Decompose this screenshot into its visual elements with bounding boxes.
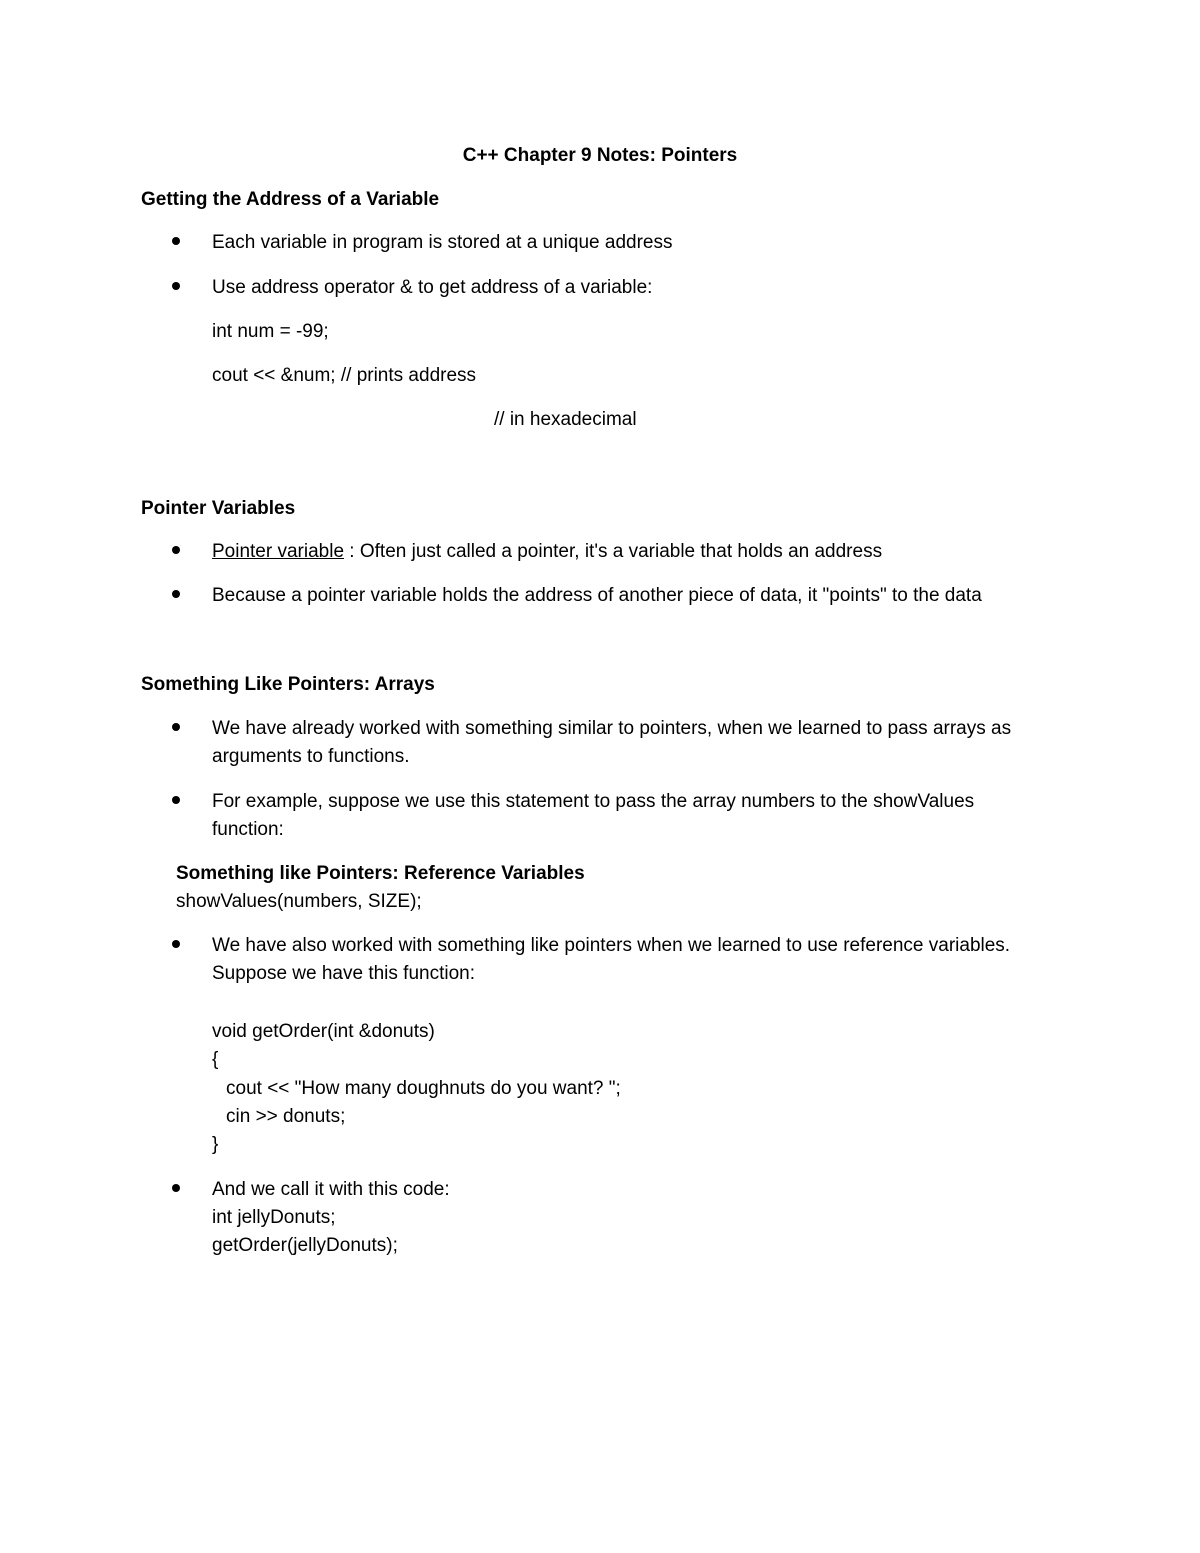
code-line: { — [212, 1049, 219, 1070]
page-title: C++ Chapter 9 Notes: Pointers — [462, 145, 738, 166]
code-line: int jellyDonuts; — [212, 1207, 336, 1228]
pointer-variable-term: Pointer variable — [212, 541, 345, 562]
bullet-text: We have also worked with something like pointers when we learned to use reference variables. — [212, 935, 1011, 956]
bullet-text: Because a pointer variable holds the address of another piece of data, it "points" to the data — [212, 585, 982, 606]
bullet-text: Each variable in program is stored at a unique address — [212, 232, 673, 253]
code-line: } — [212, 1134, 219, 1155]
code-line: cin >> donuts; — [226, 1106, 346, 1127]
bullet-text-continued: arguments to functions. — [212, 746, 410, 767]
bullet-marker — [172, 582, 180, 610]
code-line: int num = -99; — [212, 321, 329, 342]
bullet-marker — [172, 538, 180, 566]
code-comment: // in hexadecimal — [494, 409, 637, 430]
bullet-marker — [172, 274, 180, 302]
code-line: cout << "How many doughnuts do you want? "; — [226, 1078, 621, 1099]
heading-reference-variables: Something like Pointers: Reference Variables — [176, 863, 585, 884]
pointer-variable-definition: : Often just called a pointer, it's a variable that holds an address — [344, 541, 883, 562]
bullet-marker — [172, 1176, 180, 1204]
heading-pointer-variables: Pointer Variables — [141, 498, 296, 519]
code-line: void getOrder(int &donuts) — [212, 1021, 435, 1042]
code-line: getOrder(jellyDonuts); — [212, 1235, 398, 1256]
bullet-text: And we call it with this code: — [212, 1179, 450, 1200]
heading-address: Getting the Address of a Variable — [141, 189, 440, 210]
bullet-marker — [172, 932, 180, 960]
bullet-text: Use address operator & to get address of a variable: — [212, 277, 653, 298]
code-line: cout << &num; // prints address — [212, 365, 477, 386]
heading-arrays: Something Like Pointers: Arrays — [141, 674, 435, 695]
bullet-marker — [172, 788, 180, 816]
code-line: showValues(numbers, SIZE); — [176, 891, 422, 912]
bullet-text: We have already worked with something similar to pointers, when we learned to pass arrays as — [212, 718, 1012, 739]
bullet-text-continued: Suppose we have this function: — [212, 963, 476, 984]
bullet-text: For example, suppose we use this statement to pass the array numbers to the showValues — [212, 791, 975, 812]
bullet-marker — [172, 715, 180, 743]
bullet-text — [212, 538, 882, 566]
bullet-text-continued: function: — [212, 819, 284, 840]
bullet-marker — [172, 229, 180, 257]
